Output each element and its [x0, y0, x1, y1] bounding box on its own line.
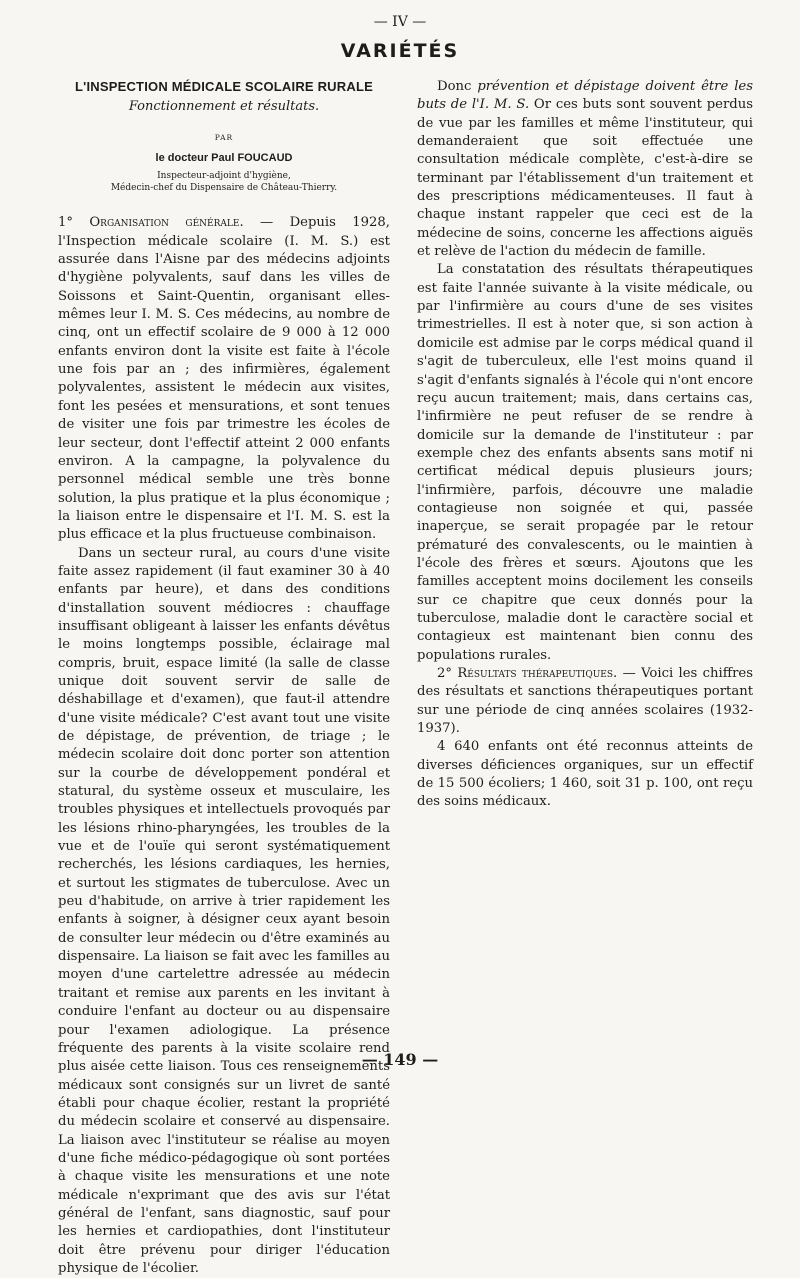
heading-organisation: 1° Organisation générale.: [58, 215, 244, 231]
paragraph-constatation: La constatation des résultats thérapeutiques est faite l'année suivante à la visite médicale, ou par l'infirmière au cours d'une de ses visites trimestrielles. Il est à noter que, si son action à domicile est admise par le corps médical quand il s'agit de tuberculeux, elle l'est moins quand il s'agit d'enfants signalés à l'école qui n'ont encore reçu aucun traitement; mais, dans certains cas, l'infirmière ne peut refuser de se rendre à domicile sur la demande de l'instituteur : par exemple chez des enfants absents sans motif ni certificat médical depuis plusieurs jours; l'infirmière, parfois, découvre une maladie contagieuse non soignée et qui, passée inaperçue, se serait propagée par le retour prématuré des convalescents, ou le maintien à l'école des frères et sœurs. Ajoutons que les familles acceptent moins docilement les conseils sur ce chapitre que ceux donnés pour la tuberculose, maladie dont le caractère social et contagieux est maintenant bien connu des populations rurales.: [417, 262, 753, 663]
text-donc: Donc: [437, 79, 478, 94]
article-subtitle: Fonctionnement et résultats.: [128, 99, 320, 115]
byline-par: PAR: [214, 132, 234, 142]
spacer: [58, 194, 390, 214]
paragraph-prevention: [417, 78, 753, 261]
author-affiliation-1: Inspecteur-adjoint d'hygiène,: [157, 171, 291, 182]
right-column: [417, 78, 753, 812]
paragraph-organisation: [58, 214, 390, 544]
paragraph-resultats: [417, 665, 753, 738]
heading-resultats: 2° Résultats thérapeutiques.: [437, 666, 618, 681]
article-title: L'INSPECTION MÉDICALE SCOLAIRE RURALE: [75, 79, 373, 94]
roman-page-number: — IV —: [373, 14, 427, 30]
left-column: [58, 78, 390, 1278]
text-prevention-italic: prévention et dépistage doivent être les buts de l'I. M. S.: [417, 79, 753, 113]
paragraph-visite: Dans un secteur rural, au cours d'une visite faite assez rapidement (il faut examiner 30 à 40 enfants par heure), et dans des conditions d'installation souvent médiocres : chauffage insuffisant obligeant à laisser les enfants dévêtus le moins longtemps possible, éclairage mal compris, bruit, espace limité (la salle de classe unique doit souvent servir de salle de déshabillage et d'examen), que faut-il attendre d'une visite médicale? C'est avant tout une visite de dépistage, de prévention, de triage ; le médecin scolaire doit donc porter son attention sur la courbe de développement pondéral et statural, du système osseux et musculaire, les troubles physiques et intellectuels provoqués par les lésions rhino-pharyngées, les troubles de la vue et de l'ouïe qui seront systématiquement recherchés, les lésions cardiaques, les hernies, et surtout les stigmates de tuberculose. Avec un peu d'habitude, on arrive à trier rapidement les enfants à soigner, à désigner ceux ayant besoin de consulter leur médecin ou d'être examinés au dispensaire. La liaison se fait avec les familles au moyen d'une cartelettre adressée au médecin traitant et remise aux parents en les invitant à conduire l'enfant au docteur ou au dispensaire pour l'examen adiologique. La présence fréquente des parents à la visite scolaire rend plus aisée cette liaison. Tous ces renseignements médicaux sont consignés sur un livret de santé établi pour chaque écolier, restant la propriété du médecin scolaire et conservé au dispensaire. La liaison avec l'instituteur se réalise au moyen d'une fiche médico-pédagogique où sont portées à chaque visite les mensurations et une note médicale n'exprimant que des avis sur l'état général de l'enfant, sans diagnostic, sauf pour les hernies et cardiopathies, dont l'instituteur doit être prévenu pour diriger l'éducation physique de l'écolier.: [58, 545, 390, 1276]
text-resultats: — Voici les chiffres des résultats et sanctions thérapeutiques portant sur une période de cinq années scolaires (1932-1937).: [417, 666, 753, 737]
page-number: — 149 —: [361, 1050, 439, 1069]
author-name: le docteur Paul FOUCAUD: [155, 152, 293, 165]
text-organisation: — Depuis 1928, l'Inspection médicale scolaire (I. M. S.) est assurée dans l'Aisne par des médecins adjoints d'hygiène polyvalents, sauf dans les villes de Soissons et Saint-Quentin, organisant elles-mêmes leur I. M. S. Ces médecins, au nombre de cinq, ont un effectif scolaire de 9 000 à 12 000 enfants environ dont la visite est faite à l'école une fois par an ; des infirmières, également polyvalentes, assistent le médecin aux visites, font les pesées et mensurations, et sont tenues de visiter une fois par trimestre les écoles de leur secteur, dont l'effectif atteint 2 000 enfants environ. A la campagne, la polyvalence du personnel médical semble une très bonne solution, la plus pratique et la plus économique ; la liaison entre le dispensaire et l'I. M. S. est la plus efficace et la plus fructueuse combinaison.: [58, 215, 390, 543]
paragraph-chiffres: 4 640 enfants ont été reconnus atteints de diverses déficiences organiques, sur un effectif de 15 500 écoliers; 1 460, soit 31 p. 100, ont reçu des soins médicaux.: [417, 739, 753, 810]
author-affiliation-2: Médecin-chef du Dispensaire de Château-Thierry.: [110, 183, 338, 194]
text-prevention: Or ces buts sont souvent perdus de vue par les familles et même l'instituteur, qui demanderaient que soit effectuée une consultation médicale complète, c'est-à-dire se terminant par l'établissement d'un traitement et des prescriptions médicamenteuses. Il faut à chaque instant rappeler que ceci est de la médecine de soins, concerne les affections aiguës et relève de l'action du médecin de famille.: [417, 97, 753, 260]
section-heading: VARIÉTÉS: [340, 40, 460, 62]
